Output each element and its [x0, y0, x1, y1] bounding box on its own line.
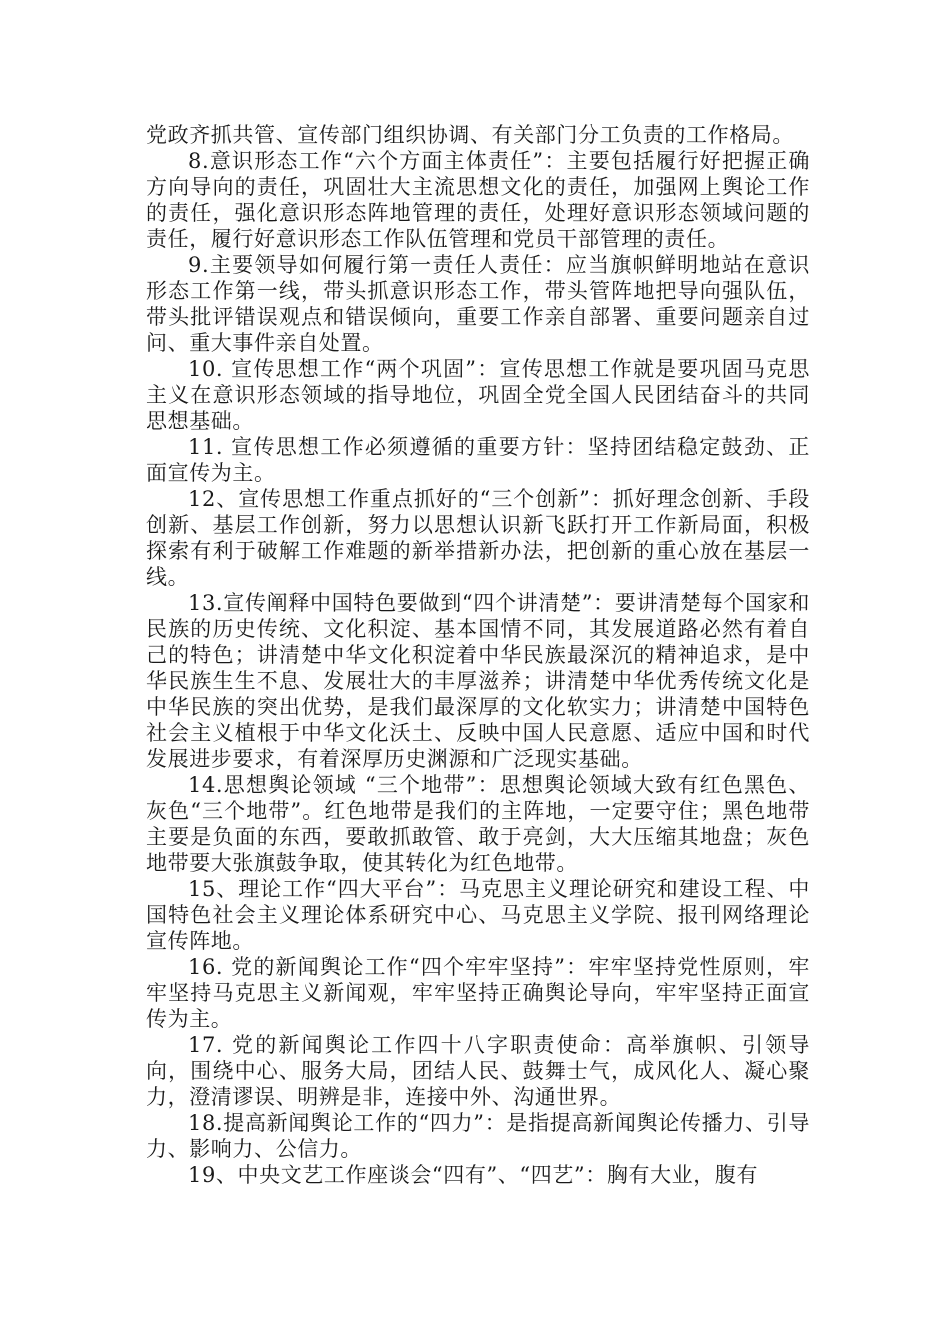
paragraph-item-17: 17. 党的新闻舆论工作四十八字职责使命：高举旗帜、引领导向，围绕中心、服务大局，团结人民、鼓舞士气，成风化人、凝心聚力，澄清谬误、明辨是非，连接中外、沟通世界。 — [146, 1033, 810, 1109]
paragraph-continuation: 党政齐抓共管、宣传部门组织协调、有关部门分工负责的工作格局。 — [146, 123, 794, 147]
paragraph-item-8: 8.意识形态工作“六个方面主体责任”：主要包括履行好把握正确方向导向的责任，巩固壮大主流思想文化的责任，加强网上舆论工作的责任，强化意识形态阵地管理的责任，处理好意识形态领域问题的责任，履行好意识形态工作队伍管理和党员干部管理的责任。 — [146, 149, 810, 251]
paragraph-item-10: 10. 宣传思想工作“两个巩固”：宣传思想工作就是要巩固马克思主义在意识形态领域的指导地位，巩固全党全国人民团结奋斗的共同思想基础。 — [146, 357, 810, 433]
paragraph-item-19: 19、中央文艺工作座谈会“四有”、“四艺”：胸有大业，腹有 — [188, 1163, 759, 1187]
document-body — [146, 122, 810, 1188]
paragraph-item-18: 18.提高新闻舆论工作的“四力”：是指提高新闻舆论传播力、引导力、影响力、公信力。 — [146, 1111, 810, 1161]
paragraph-item-9: 9.主要领导如何履行第一责任人责任：应当旗帜鲜明地站在意识形态工作第一线，带头抓意识形态工作，带头管阵地把导向强队伍，带头批评错误观点和错误倾向，重要工作亲自部署、重要问题亲自过问、重大事件亲自处置。 — [146, 253, 810, 355]
paragraph-item-14: 14.思想舆论领域 “三个地带”：思想舆论领域大致有红色黑色、灰色“三个地带”。红色地带是我们的主阵地，一定要守住；黑色地带主要是负面的东西，要敢抓敢管、敢于亮剑，大大压缩其地盘；灰色地带要大张旗鼓争取，使其转化为红色地带。 — [146, 773, 810, 875]
paragraph-item-13: 13.宣传阐释中国特色要做到“四个讲清楚”：要讲清楚每个国家和民族的历史传统、文化积淀、基本国情不同，其发展道路必然有着自己的特色；讲清楚中华文化积淀着中华民族最深沉的精神追求，是中华民族生生不息、发展壮大的丰厚滋养；讲清楚中华优秀传统文化是中华民族的突出优势，是我们最深厚的文化软实力；讲清楚中国特色社会主义植根于中华文化沃土、反映中国人民意愿、适应中国和时代发展进步要求，有着深厚历史渊源和广泛现实基础。 — [146, 591, 810, 771]
paragraph-item-11: 11. 宣传思想工作必须遵循的重要方针：坚持团结稳定鼓劲、正面宣传为主。 — [146, 435, 810, 485]
paragraph-item-12: 12、宣传思想工作重点抓好的“三个创新”：抓好理念创新、手段创新、基层工作创新，努力以思想认识新飞跃打开工作新局面，积极探索有利于破解工作难题的新举措新办法，把创新的重心放在基层一线。 — [146, 487, 810, 589]
paragraph-item-15: 15、理论工作“四大平台”：马克思主义理论研究和建设工程、中国特色社会主义理论体系研究中心、马克思主义学院、报刊网络理论宣传阵地。 — [146, 877, 810, 953]
paragraph-item-16: 16. 党的新闻舆论工作“四个牢牢坚持”：牢牢坚持党性原则，牢牢坚持马克思主义新闻观，牢牢坚持正确舆论导向，牢牢坚持正面宣传为主。 — [146, 955, 810, 1031]
